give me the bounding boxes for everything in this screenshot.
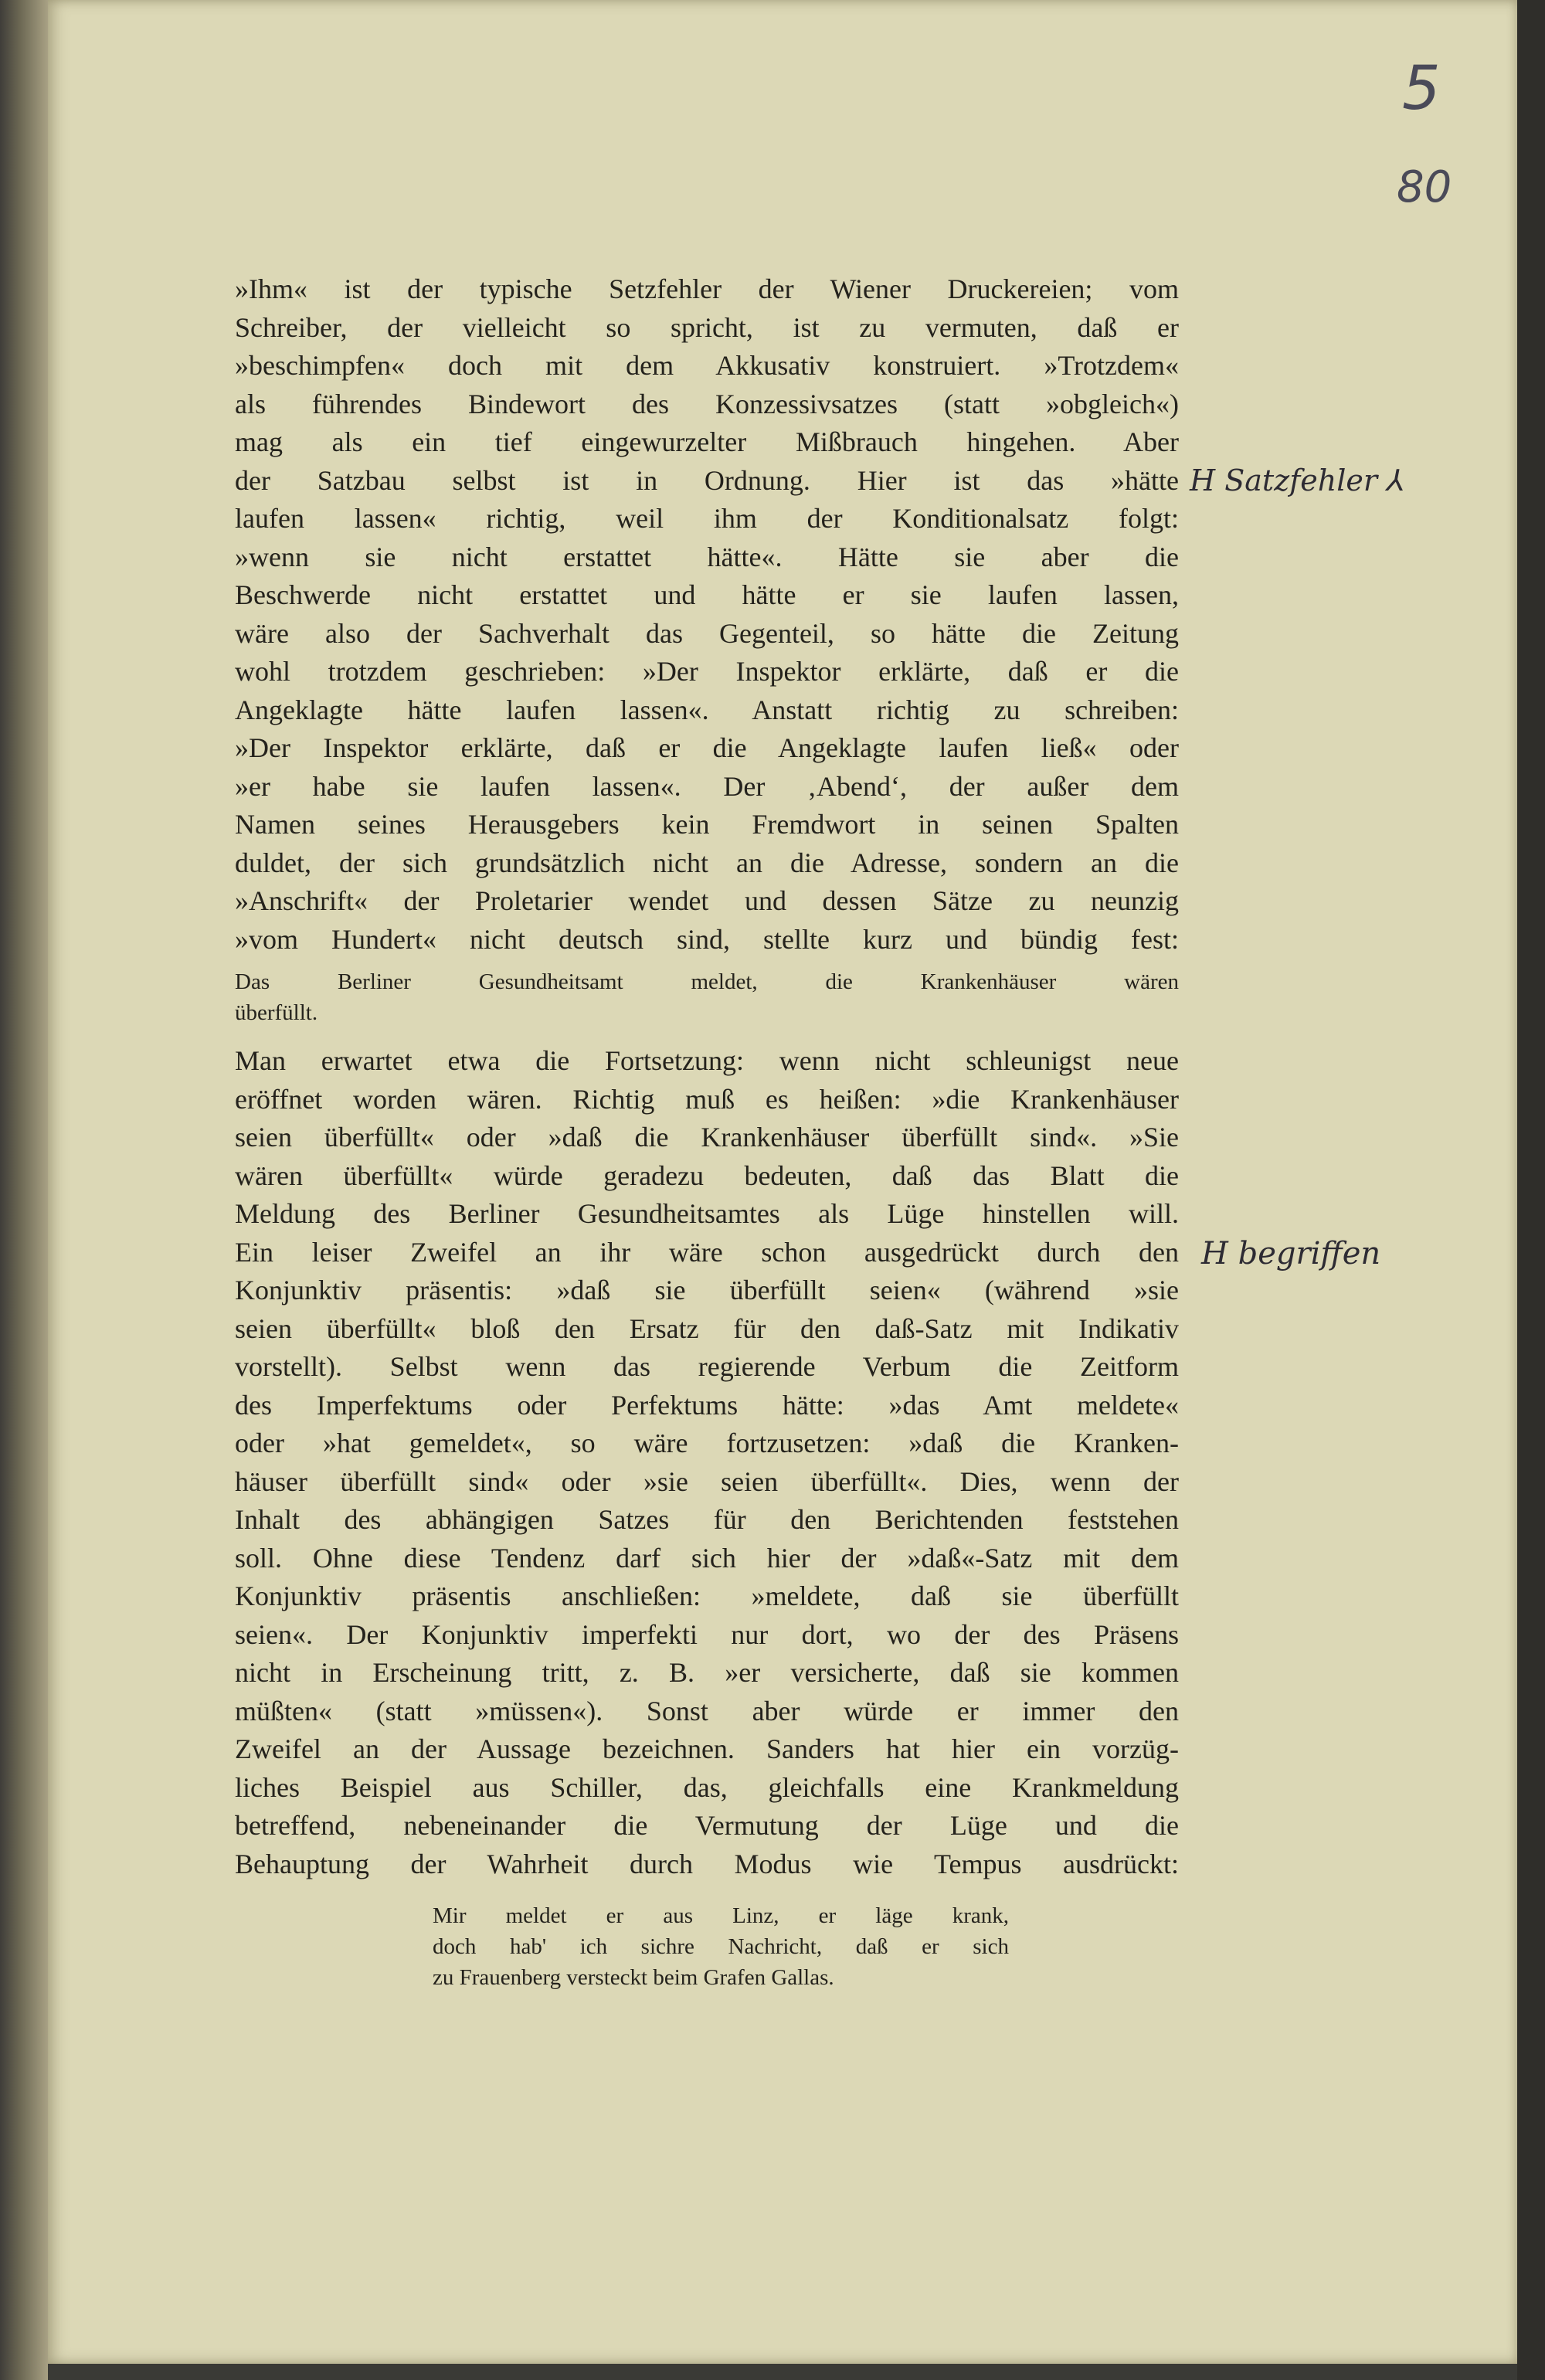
text-line: laufen lassen« richtig, weil ihm der Konditionalsatz folgt:	[235, 503, 1179, 534]
text-line: vorstellt). Selbst wenn das regierende Verbum die Zeitform	[235, 1351, 1179, 1382]
text-line: seien«. Der Konjunktiv imperfekti nur dort, wo der des Präsens	[235, 1618, 1179, 1650]
text-line: seien überfüllt« bloß den Ersatz für den daß-Satz mit Indikativ	[235, 1312, 1179, 1344]
text-line: Ein leiser Zweifel an ihr wäre schon ausgedrückt durch den	[235, 1236, 1179, 1268]
text-line: oder »hat gemeldet«, so wäre fortzusetzen: »daß die Kranken-	[235, 1428, 1179, 1458]
text-line: eröffnet worden wären. Richtig muß es heißen: »die Krankenhäuser	[235, 1083, 1179, 1115]
main-text-block	[235, 270, 1179, 1883]
text-line: nicht in Erscheinung tritt, z. B. »er versicherte, daß sie kommen	[235, 1657, 1179, 1688]
block-quote-1	[235, 966, 1179, 1028]
text-line: Zweifel an der Aussage bezeichnen. Sanders hat hier ein vorzüg-	[235, 1733, 1179, 1764]
text-line: der Satzbau selbst ist in Ordnung. Hier ist das »hätte	[235, 464, 1179, 496]
quote-line: zu Frauenberg versteckt beim Grafen Gallas.	[433, 1965, 834, 1990]
text-line: duldet, der sich grundsätzlich nicht an die Adresse, sondern an die	[235, 847, 1179, 878]
text-line: »Anschrift« der Proletarier wendet und dessen Sätze zu neunzig	[235, 885, 1179, 916]
text-line: als führendes Bindewort des Konzessivsatzes (statt »obgleich«)	[235, 388, 1179, 419]
quote-line: Mir meldet er aus Linz, er läge krank,	[433, 1903, 1009, 1928]
text-line: Namen seines Herausgebers kein Fremdwort in seinen Spalten	[235, 809, 1179, 840]
text-line: Angeklagte hätte laufen lassen«. Anstatt richtig zu schreiben:	[235, 694, 1179, 725]
quote-line: doch hab' ich sichre Nachricht, daß er sich	[433, 1934, 1009, 1959]
handwritten-page-number: 80	[1397, 162, 1452, 212]
text-line: seien überfüllt« oder »daß die Krankenhäuser überfüllt sind«. »Sie	[235, 1122, 1179, 1153]
margin-note-1: H Satzfehler ⅄	[1190, 463, 1405, 497]
text-line: Meldung des Berliner Gesundheitsamtes als Lüge hinstellen will.	[235, 1198, 1179, 1229]
quote-line: Das Berliner Gesundheitsamt meldet, die Krankenhäuser wären	[235, 969, 1179, 994]
text-line: Schreiber, der vielleicht so spricht, ist zu vermuten, daß er	[235, 311, 1179, 343]
text-line: »beschimpfen« doch mit dem Akkusativ konstruiert. »Trotzdem«	[235, 350, 1179, 381]
text-line: wäre also der Sachverhalt das Gegenteil, so hätte die Zeitung	[235, 617, 1179, 649]
text-line: mag als ein tief eingewurzelter Mißbrauch hingehen. Aber	[235, 426, 1179, 457]
text-line: Man erwartet etwa die Fortsetzung: wenn nicht schleunigst neue	[235, 1045, 1179, 1076]
margin-note-2: H begriffen	[1201, 1236, 1381, 1271]
paragraph-1	[235, 270, 1179, 959]
text-line: »wenn sie nicht erstattet hätte«. Hätte sie aber die	[235, 541, 1179, 572]
text-line: »Ihm« ist der typische Setzfehler der Wiener Druckereien; vom	[235, 273, 1179, 304]
text-line: Konjunktiv präsentis anschließen: »meldete, daß sie überfüllt	[235, 1580, 1179, 1611]
text-line: »er habe sie laufen lassen«. Der ‚Abend‘, der außer dem	[235, 770, 1179, 802]
text-line: des Imperfektums oder Perfektums hätte: »das Amt meldete«	[235, 1389, 1179, 1421]
text-line: betreffend, nebeneinander die Vermutung der Lüge und die	[235, 1810, 1179, 1841]
handwritten-folio-number: 5	[1402, 54, 1441, 124]
text-line: müßten« (statt »müssen«). Sonst aber würde er immer den	[235, 1695, 1179, 1726]
page-edge-background	[1517, 0, 1545, 2380]
text-line: Beschwerde nicht erstattet und hätte er sie laufen lassen,	[235, 579, 1179, 610]
text-line: wohl trotzdem geschrieben: »Der Inspektor erklärte, daß er die	[235, 656, 1179, 687]
paragraph-2	[235, 1042, 1179, 1883]
text-line: Inhalt des abhängigen Satzes für den Berichtenden feststehen	[235, 1504, 1179, 1535]
block-quote-schiller	[433, 1900, 1009, 1993]
text-line: soll. Ohne diese Tendenz darf sich hier der »daß«-Satz mit dem	[235, 1542, 1179, 1574]
text-line: »vom Hundert« nicht deutsch sind, stellte kurz und bündig fest:	[235, 923, 1179, 955]
text-line: wären überfüllt« würde geradezu bedeuten, daß das Blatt die	[235, 1159, 1179, 1191]
book-spine-shadow	[0, 0, 48, 2380]
quote-line: überfüllt.	[235, 1000, 318, 1025]
text-line: Konjunktiv präsentis: »daß sie überfüllt seien« (während »sie	[235, 1275, 1179, 1305]
text-line: »Der Inspektor erklärte, daß er die Angeklagte laufen ließ« oder	[235, 732, 1179, 763]
text-line: liches Beispiel aus Schiller, das, gleichfalls eine Krankmeldung	[235, 1771, 1179, 1803]
text-line: häuser überfüllt sind« oder »sie seien überfüllt«. Dies, wenn der	[235, 1465, 1179, 1497]
text-line: Behauptung der Wahrheit durch Modus wie Tempus ausdrückt:	[235, 1848, 1179, 1879]
